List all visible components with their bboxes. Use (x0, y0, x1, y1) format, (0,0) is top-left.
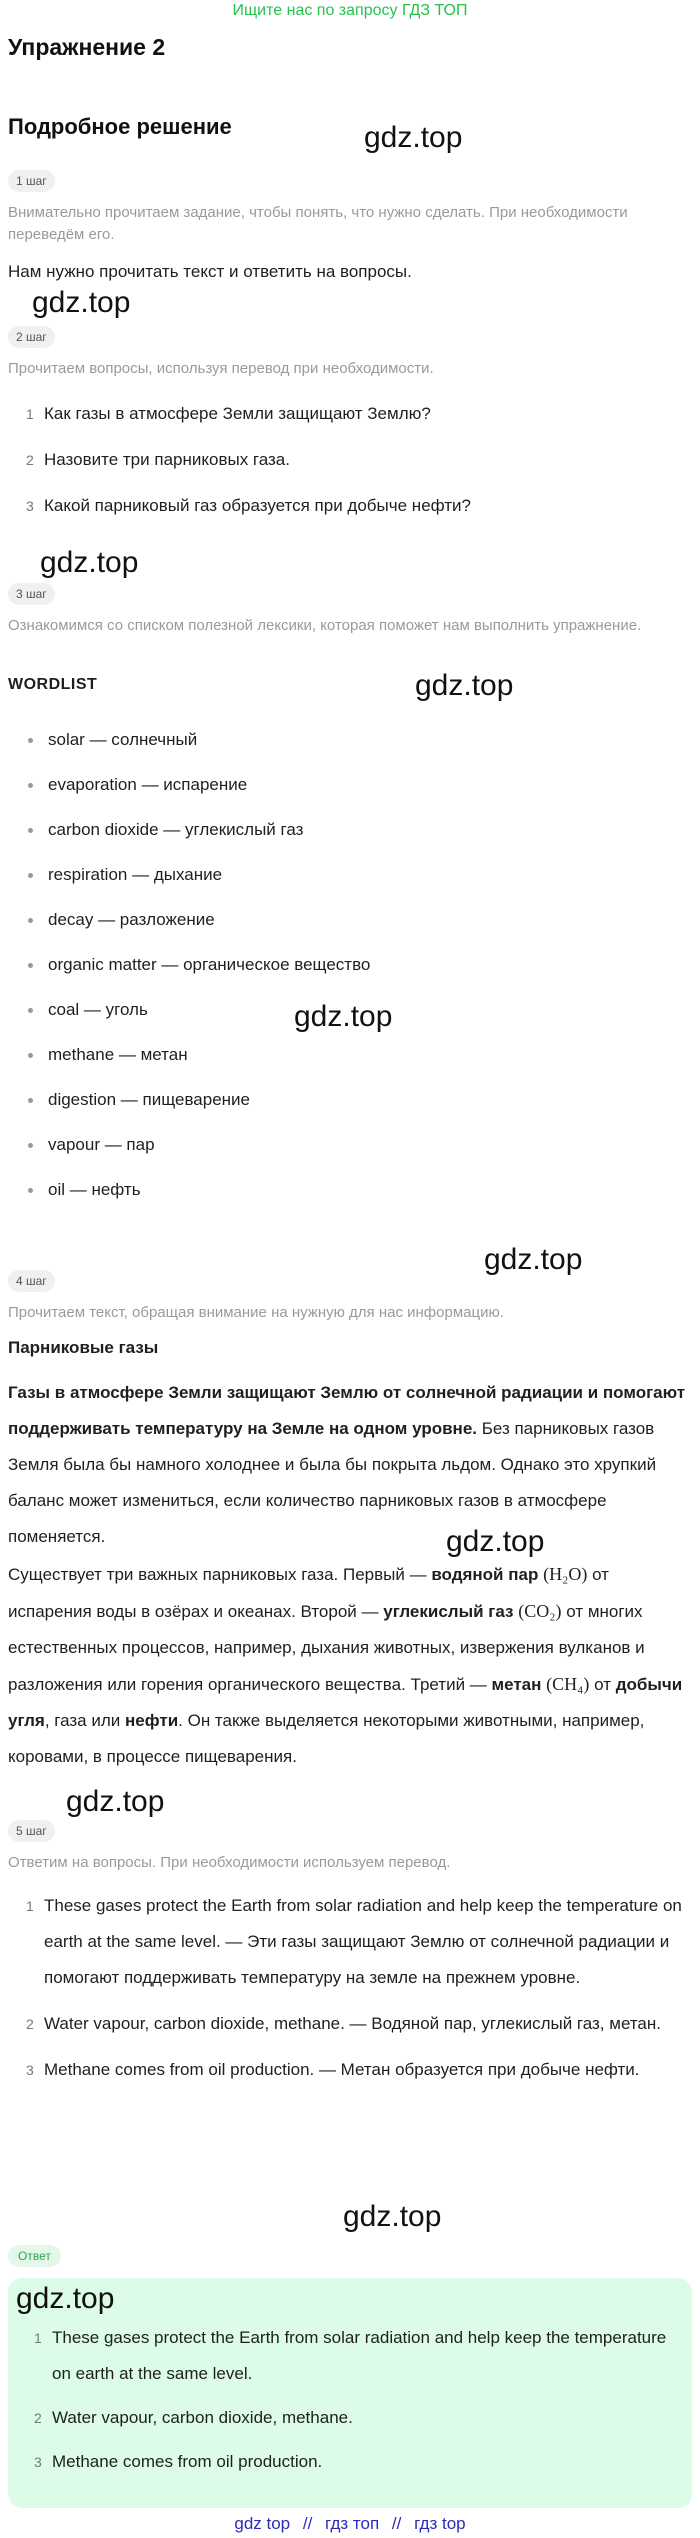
list-item (16, 2444, 676, 2480)
questions-list (8, 396, 692, 534)
paragraph-text: , газа или (44, 1711, 125, 1730)
list-item (8, 1888, 692, 1996)
formula-co2: (CO₂) (518, 1601, 562, 1621)
search-banner: Ищите нас по запросу ГДЗ ТОП (232, 2, 468, 19)
paragraph-text: от (589, 1675, 616, 1694)
formula-h2o: (H₂O) (543, 1564, 588, 1584)
step-hint: Ответим на вопросы. При необходимости используем перевод. (8, 1854, 451, 1871)
list-item (8, 2052, 692, 2088)
term-oil: нефти (125, 1711, 179, 1730)
term-vapour: водяной пар (431, 1565, 539, 1584)
item-text: Как газы в атмосфере Земли защищают Землю? (44, 404, 431, 423)
list-item: evaporation — испарение (8, 767, 692, 812)
text-paragraph (8, 1556, 692, 1775)
watermark: gdz.top (16, 2282, 115, 2315)
watermark: gdz.top (415, 669, 514, 702)
item-text: These gases protect the Earth from solar radiation and help keep the temperature on earth at the same level. — Эти газы защищают Землю от солнечной радиации и помогают поддерживать температуру на земле на прежнем уровне. (44, 1896, 682, 1987)
step-hint: Прочитаем текст, обращая внимание на нужную для нас информацию. (8, 1304, 504, 1321)
step-badge: 1 шаг (8, 170, 55, 192)
item-number: 1 (26, 406, 34, 422)
step-hint: Прочитаем вопросы, используя перевод при необходимости. (8, 360, 434, 377)
list-item (16, 2400, 676, 2436)
answer-box (8, 2278, 692, 2508)
item-number: 3 (26, 498, 34, 514)
item-text: Water vapour, carbon dioxide, methane. (52, 2408, 353, 2427)
step-text: Нам нужно прочитать текст и ответить на вопросы. (8, 262, 412, 281)
step-badge: 4 шаг (8, 1270, 55, 1292)
list-item (8, 396, 692, 432)
answers-list (8, 1888, 692, 2098)
list-item: vapour — пар (8, 1127, 692, 1172)
footer-separator: // (391, 2514, 402, 2533)
item-number: 3 (34, 2454, 42, 2470)
list-item: respiration — дыхание (8, 857, 692, 902)
step-hint: Внимательно прочитаем задание, чтобы понять, что нужно сделать. При необходимости переведём его. (8, 204, 628, 243)
footer-link[interactable]: гдз top (414, 2514, 466, 2533)
wordlist (8, 722, 692, 1217)
list-item (8, 488, 692, 524)
watermark: gdz.top (66, 1785, 165, 1818)
item-number: 2 (26, 452, 34, 468)
paragraph-bold: Газы в атмосфере Земли защищают Землю от солнечной радиации и помогают поддерживать температуру на Земле на одном уровне. (8, 1383, 686, 1438)
item-number: 1 (26, 1898, 34, 1914)
list-item (8, 2006, 692, 2042)
footer-separator: // (302, 2514, 313, 2533)
page-title: Упражнение 2 (8, 34, 166, 60)
text-paragraph (8, 1375, 692, 1555)
list-item: methane — метан (8, 1037, 692, 1082)
watermark: gdz.top (32, 286, 131, 319)
formula-ch4: (CH₄) (546, 1674, 590, 1694)
paragraph-text: . Он также выделяется некоторыми животными, например, коровами, в процессе пищеварения. (8, 1711, 645, 1766)
list-item: solar — солнечный (8, 722, 692, 767)
list-item: digestion — пищеварение (8, 1082, 692, 1127)
term-methane: метан (491, 1675, 542, 1694)
item-number: 1 (34, 2330, 42, 2346)
list-item: decay — разложение (8, 902, 692, 947)
watermark: gdz.top (446, 1525, 545, 1558)
answer-list (16, 2320, 676, 2490)
step-badge: 3 шаг (8, 583, 55, 605)
item-text: Methane comes from oil production. (52, 2452, 323, 2471)
watermark: gdz.top (40, 546, 139, 579)
list-item (16, 2320, 676, 2392)
term-coal: добычи угля (8, 1675, 683, 1730)
step-badge: 2 шаг (8, 326, 55, 348)
item-number: 2 (34, 2410, 42, 2426)
list-item: organic matter — органическое вещество (8, 947, 692, 992)
step-badge: 5 шаг (8, 1820, 55, 1842)
item-text: Какой парниковый газ образуется при добыче нефти? (44, 496, 471, 515)
wordlist-title: WORDLIST (8, 676, 98, 693)
footer-links (0, 2510, 700, 2538)
paragraph-text: от испарения воды в озёрах и океанах. Второй — (8, 1565, 609, 1621)
paragraph-text: от многих естественных процессов, например, дыхания животных, извержения вулканов и разложения или горения органического вещества. Третий — (8, 1602, 645, 1694)
text-heading: Парниковые газы (8, 1338, 159, 1357)
item-number: 2 (26, 2016, 34, 2032)
item-text: Назовите три парниковых газа. (44, 450, 290, 469)
item-text: These gases protect the Earth from solar radiation and help keep the temperature on earth at the same level. (52, 2328, 667, 2383)
answer-badge: Ответ (8, 2245, 61, 2267)
paragraph-text: Без парниковых газов Земля была бы намного холоднее и была бы покрыта льдом. Однако это хрупкий баланс может измениться, если количество парниковых газов в атмосфере поменяется. (8, 1419, 657, 1546)
watermark: gdz.top (364, 121, 463, 154)
solution-title: Подробное решение (8, 114, 232, 139)
term-co2: углекислый газ (383, 1602, 514, 1621)
list-item: carbon dioxide — углекислый газ (8, 812, 692, 857)
item-text: Methane comes from oil production. — Метан образуется при добыче нефти. (44, 2060, 640, 2079)
footer-link[interactable]: gdz top (234, 2514, 291, 2533)
list-item: oil — нефть (8, 1172, 692, 1217)
step-hint: Ознакомимся со списком полезной лексики, которая поможет нам выполнить упражнение. (8, 617, 642, 634)
footer-link[interactable]: гдз топ (325, 2514, 380, 2533)
paragraph-text: Существует три важных парниковых газа. Первый — (8, 1565, 432, 1584)
list-item: coal — уголь (8, 992, 692, 1037)
item-text: Water vapour, carbon dioxide, methane. — Водяной пар, углекислый газ, метан. (44, 2014, 661, 2033)
watermark: gdz.top (294, 1000, 393, 1033)
watermark: gdz.top (484, 1243, 583, 1276)
watermark: gdz.top (343, 2200, 442, 2233)
list-item (8, 442, 692, 478)
item-number: 3 (26, 2062, 34, 2078)
